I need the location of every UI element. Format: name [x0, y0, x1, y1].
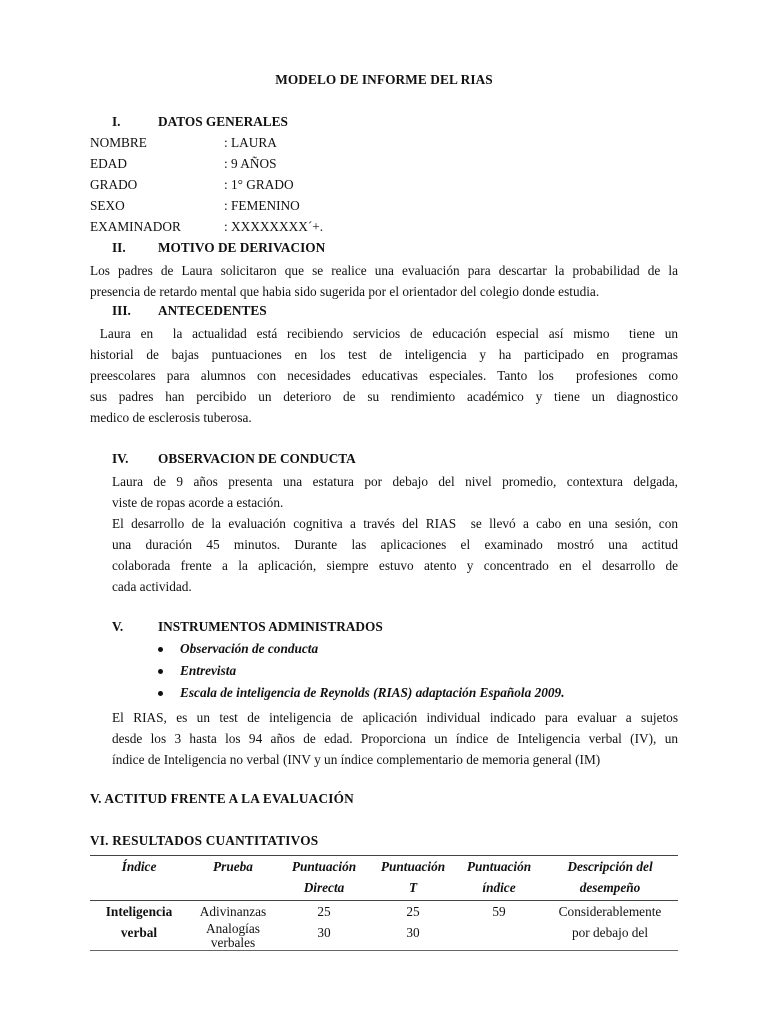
section-heading-actitud: V. ACTITUD FRENTE A LA EVALUACIÓN	[90, 791, 354, 806]
datos-value: : LAURA	[224, 135, 277, 150]
datos-label: EXAMINADOR	[90, 219, 181, 234]
text-line: desde los 3 hasta los 94 años de edad. Proporciona un índice de Inteligencia verbal (IV), un	[112, 731, 678, 746]
datos-label: NOMBRE	[90, 135, 147, 150]
datos-label: GRADO	[90, 177, 138, 192]
antecedentes-paragraph	[90, 323, 678, 428]
table-cell: Analogías verbales	[188, 922, 278, 951]
table-cell: verbal	[90, 922, 188, 951]
section-heading-motivo	[112, 240, 512, 258]
section-title: MOTIVO DE DERIVACION	[158, 240, 326, 255]
rias-paragraph	[112, 707, 678, 770]
header-puntuacion-t: Puntuación T	[370, 856, 456, 901]
datos-value: : XXXXXXXX´+.	[224, 219, 324, 234]
text-line: colaborada frente a la aplicación, siempre estuvo atento y concentrado en el desarrollo de	[112, 558, 678, 573]
table-cell: 25	[317, 904, 331, 919]
table-cell: por debajo del	[542, 922, 678, 951]
header-puntuacion-indice: Puntuación índice	[456, 856, 542, 901]
text-line: Los padres de Laura solicitaron que se realice una evaluación para descartar la probabilidad de la	[90, 263, 678, 278]
table-cell	[456, 922, 542, 951]
section-heading-resultados: VI. RESULTADOS CUANTITATIVOS	[90, 833, 319, 848]
table-cell: 25	[406, 904, 420, 919]
text-line: Laura en la actualidad está recibiendo servicios de educación especial así mismo tiene un	[90, 326, 678, 341]
section-title: ANTECEDENTES	[158, 303, 267, 318]
text-line: presencia de retardo mental que habia sido sugerida por el orientador del colegio donde estudia.	[90, 284, 600, 299]
table-row	[90, 922, 678, 951]
section-title: OBSERVACION DE CONDUCTA	[158, 451, 356, 466]
document-title: MODELO DE INFORME DEL RIAS	[275, 72, 493, 87]
bullet-text: Escala de inteligencia de Reynolds (RIAS) adaptación Española 2009.	[180, 685, 565, 700]
bullet-text: Observación de conducta	[180, 641, 319, 656]
table-cell: 59	[492, 904, 506, 919]
header-indice: Índice	[90, 856, 188, 901]
bullet-item	[158, 663, 658, 681]
datos-row-nombre	[90, 135, 490, 153]
datos-value: : FEMENINO	[224, 198, 300, 213]
datos-label: EDAD	[90, 156, 127, 171]
header-prueba: Prueba	[188, 856, 278, 901]
section-heading-instrumentos	[112, 619, 512, 637]
datos-row-sexo	[90, 198, 490, 216]
datos-value: : 1° GRADO	[224, 177, 294, 192]
text-line: sus padres han percibido un deterioro de su rendimiento académico y tiene un diagnostico	[90, 389, 678, 404]
table-cell: Adivinanzas	[199, 904, 267, 919]
section-number: III.	[112, 303, 131, 318]
datos-row-examinador	[90, 219, 490, 237]
datos-label: SEXO	[90, 198, 125, 213]
section-number: I.	[112, 114, 121, 129]
section-number: IV.	[112, 451, 129, 466]
table-cell: 30	[278, 922, 370, 951]
header-descripcion: Descripción del desempeño	[542, 856, 678, 901]
text-line: una duración 45 minutos. Durante las aplicaciones el examinado mostró una actitud	[112, 537, 678, 552]
datos-row-grado	[90, 177, 490, 195]
text-line: viste de ropas acorde a estación.	[112, 495, 284, 510]
bullet-icon	[158, 691, 163, 696]
results-table	[90, 855, 678, 951]
table-header-row	[90, 856, 678, 901]
text-line: medico de esclerosis tuberosa.	[90, 410, 252, 425]
text-line: índice de Inteligencia no verbal (INV y un índice complementario de memoria general (IM)	[112, 752, 601, 767]
observacion-paragraph	[112, 471, 678, 597]
datos-value: : 9 AÑOS	[224, 156, 277, 171]
table-cell: Considerablemente	[558, 904, 662, 919]
table-cell: 30	[370, 922, 456, 951]
bullet-icon	[158, 669, 163, 674]
section-heading-observacion	[112, 451, 512, 469]
datos-row-edad	[90, 156, 490, 174]
section-title: DATOS GENERALES	[158, 114, 288, 129]
section-title: INSTRUMENTOS ADMINISTRADOS	[158, 619, 383, 634]
motivo-paragraph	[90, 260, 678, 302]
bullet-icon	[158, 647, 163, 652]
header-puntuacion-directa: Puntuación Directa	[278, 856, 370, 901]
text-line: El RIAS, es un test de inteligencia de aplicación individual indicado para evaluar a sujetos	[112, 710, 678, 725]
table-row	[90, 901, 678, 923]
section-heading-antecedentes	[112, 303, 512, 321]
text-line: preescolares para alumnos con necesidades educativas especiales. Tanto los profesiones como	[90, 368, 678, 383]
text-line: cada actividad.	[112, 579, 192, 594]
bullet-item	[158, 641, 658, 659]
text-line: Laura de 9 años presenta una estatura por debajo del nivel promedio, contextura delgada,	[112, 474, 678, 489]
bullet-text: Entrevista	[180, 663, 237, 678]
section-number: II.	[112, 240, 126, 255]
section-heading-datos-generales	[112, 114, 512, 132]
bullet-item	[158, 685, 658, 703]
section-number: V.	[112, 619, 124, 634]
text-line: historial de bajas puntuaciones en los test de inteligencia y ha participado en programas	[90, 347, 678, 362]
table-cell: Inteligencia	[105, 904, 173, 919]
text-line: El desarrollo de la evaluación cognitiva a través del RIAS se llevó a cabo en una sesión, con	[112, 516, 678, 531]
